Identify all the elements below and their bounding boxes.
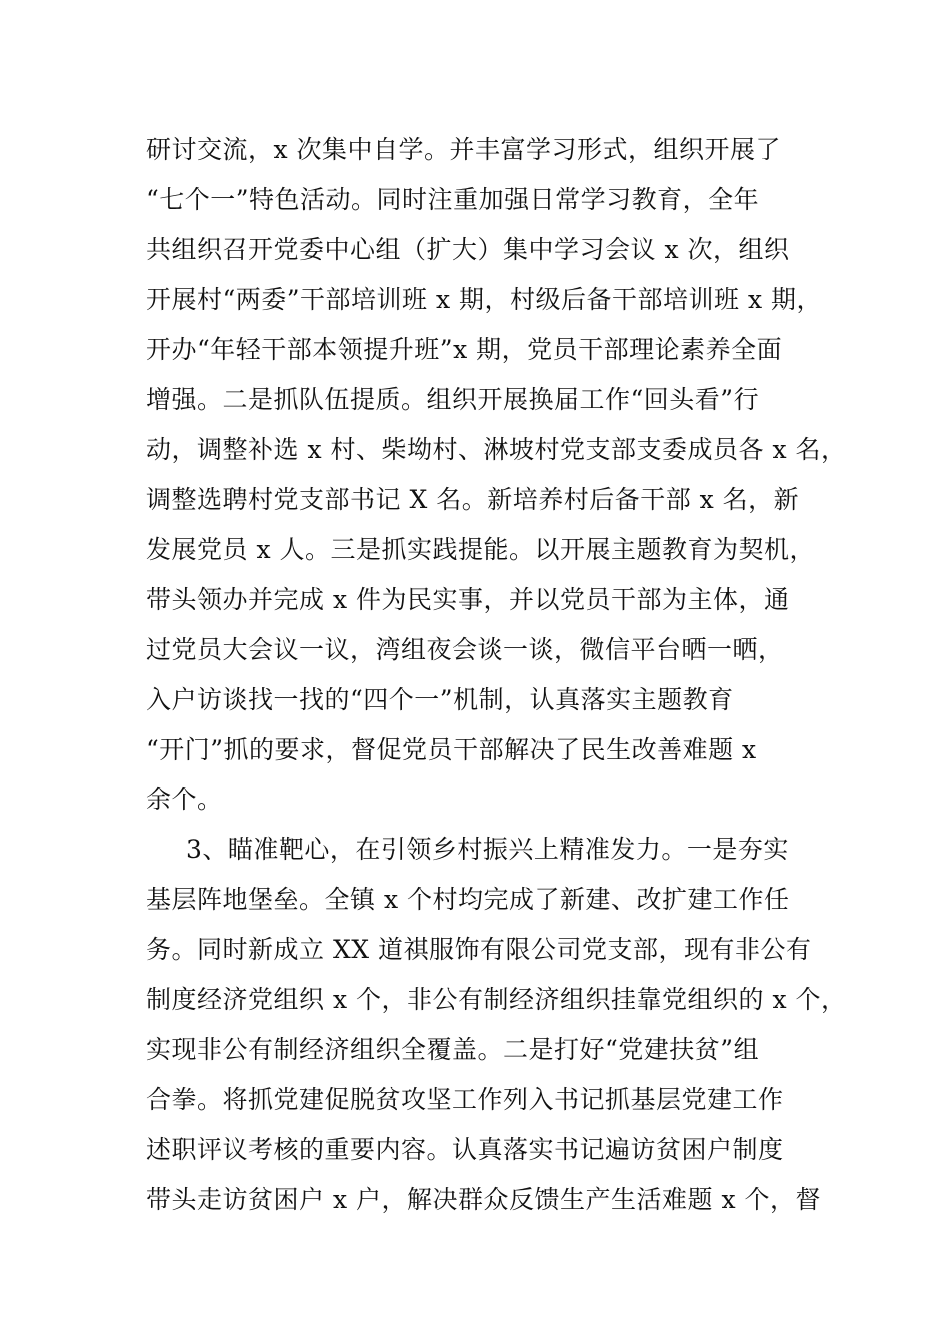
- text-line: “七个一”特色活动。同时注重加强日常学习教育，全年: [146, 185, 760, 214]
- text-line: 带头走访贫困户 x 户，解决群众反馈生产生活难题 x 个，督: [146, 1185, 821, 1214]
- text-line: 开办“年轻干部本领提升班”x 期，党员干部理论素养全面: [146, 335, 783, 364]
- text-line: 基层阵地堡垒。全镇 x 个村均完成了新建、改扩建工作任: [146, 885, 790, 914]
- text-line: 述职评议考核的重要内容。认真落实书记遍访贫困户制度: [146, 1135, 784, 1164]
- text-line: 过党员大会议一议，湾组夜会谈一谈，微信平台晒一晒，: [146, 635, 784, 664]
- text-line: 带头领办并完成 x 件为民实事，并以党员干部为主体，通: [146, 585, 790, 614]
- text-line: “开门”抓的要求，督促党员干部解决了民生改善难题 x: [146, 735, 757, 764]
- text-line: 余个。: [146, 785, 223, 814]
- text-line: 入户访谈找一找的“四个一”机制，认真落实主题教育: [146, 685, 734, 714]
- text-line: 合拳。将抓党建促脱贫攻坚工作列入书记抓基层党建工作: [146, 1085, 784, 1114]
- text-line: 开展村“两委”干部培训班 x 期，村级后备干部培训班 x 期，: [146, 285, 823, 314]
- text-line: 制度经济党组织 x 个，非公有制经济组织挂靠党组织的 x 个，: [146, 985, 847, 1014]
- text-line: 调整选聘村党支部书记 X 名。新培养村后备干部 x 名，新: [146, 485, 800, 514]
- text-line: 研讨交流，x 次集中自学。并丰富学习形式，组织开展了: [146, 135, 782, 164]
- text-line: 动，调整补选 x 村、柴坳村、淋坡村党支部支委成员各 x 名，: [146, 435, 847, 464]
- text-line: 实现非公有制经济组织全覆盖。二是打好“党建扶贫”组: [146, 1035, 760, 1064]
- text-line: 增强。二是抓队伍提质。组织开展换届工作“回头看”行: [146, 385, 760, 414]
- text-line: 务。同时新成立 XX 道祺服饰有限公司党支部，现有非公有: [146, 935, 812, 964]
- text-line: 共组织召开党委中心组（扩大）集中学习会议 x 次，组织: [146, 235, 790, 264]
- text-line: 发展党员 x 人。三是抓实践提能。以开展主题教育为契机，: [146, 535, 815, 564]
- section-heading-line: 3、瞄准靶心，在引领乡村振兴上精准发力。一是夯实: [186, 835, 789, 864]
